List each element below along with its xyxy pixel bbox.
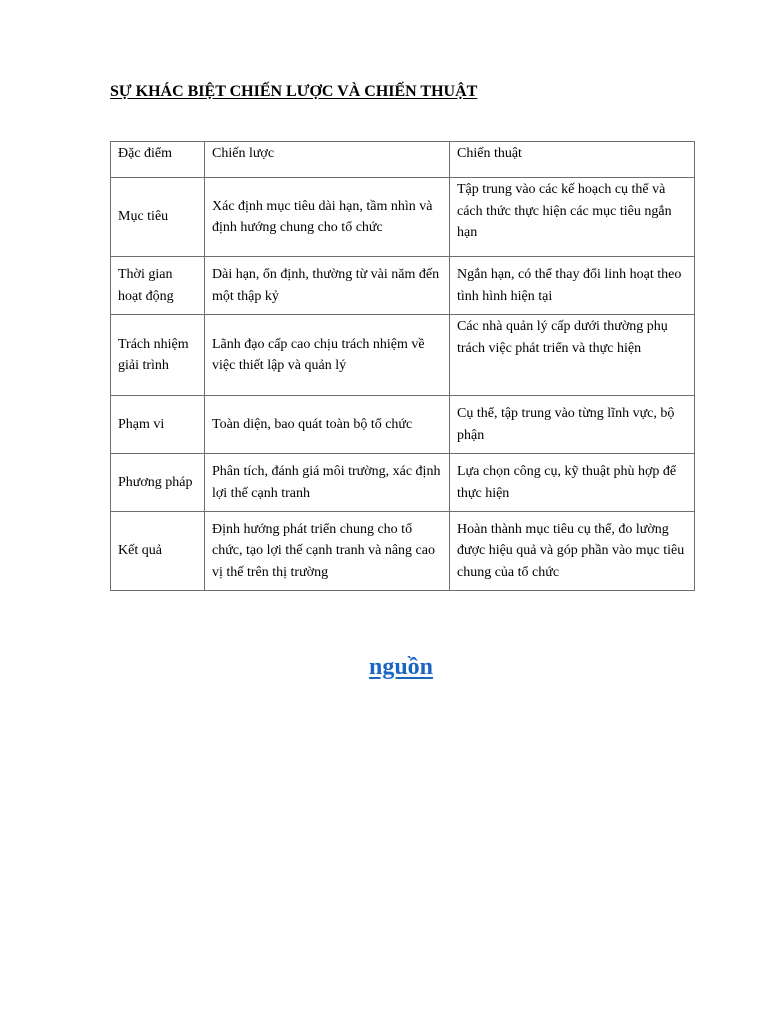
table-cell-strategy: Phân tích, đánh giá môi trường, xác định lợi thế cạnh tranh xyxy=(205,454,450,512)
table-cell-strategy: Lãnh đạo cấp cao chịu trách nhiệm về việc thiết lập và quản lý xyxy=(205,315,450,396)
source-link[interactable]: nguồn xyxy=(368,654,434,680)
table-header-row xyxy=(111,142,695,178)
table-header-cell: Chiến thuật xyxy=(450,142,695,178)
table-row xyxy=(111,257,695,315)
table-row xyxy=(111,454,695,512)
table-header-cell: Đặc điểm xyxy=(111,142,205,178)
table-cell-tactic: Cụ thể, tập trung vào từng lĩnh vực, bộ phận xyxy=(450,396,695,454)
table-cell-feature: Trách nhiệm giải trình xyxy=(111,315,205,396)
table-cell-feature: Phạm vi xyxy=(111,396,205,454)
table-cell-feature: Thời gian hoạt động xyxy=(111,257,205,315)
table-header-cell: Chiến lược xyxy=(205,142,450,178)
document-title: SỰ KHÁC BIỆT CHIẾN LƯỢC VÀ CHIẾN THUẬT xyxy=(110,83,478,100)
table-cell-strategy: Xác định mục tiêu dài hạn, tầm nhìn và định hướng chung cho tổ chức xyxy=(205,178,450,257)
table-row xyxy=(111,512,695,591)
table-cell-strategy: Định hướng phát triển chung cho tổ chức, tạo lợi thế cạnh tranh và nâng cao vị thế trên thị trường xyxy=(205,512,450,591)
table-row xyxy=(111,178,695,257)
table-cell-strategy: Dài hạn, ổn định, thường từ vài năm đến một thập kỷ xyxy=(205,257,450,315)
table-row xyxy=(111,315,695,396)
comparison-table xyxy=(110,141,695,591)
table-cell-strategy: Toàn diện, bao quát toàn bộ tổ chức xyxy=(205,396,450,454)
table-cell-tactic: Các nhà quản lý cấp dưới thường phụ trách việc phát triển và thực hiện xyxy=(450,315,695,396)
table-row xyxy=(111,396,695,454)
table-cell-tactic: Tập trung vào các kế hoạch cụ thể và cách thức thực hiện các mục tiêu ngắn hạn xyxy=(450,178,695,257)
table-cell-feature: Phương pháp xyxy=(111,454,205,512)
table-cell-feature: Kết quả xyxy=(111,512,205,591)
table-cell-tactic: Hoàn thành mục tiêu cụ thể, đo lường được hiệu quả và góp phần vào mục tiêu chung của tổ chức xyxy=(450,512,695,591)
table-cell-tactic: Ngắn hạn, có thể thay đổi linh hoạt theo tình hình hiện tại xyxy=(450,257,695,315)
table-cell-feature: Mục tiêu xyxy=(111,178,205,257)
table-cell-tactic: Lựa chọn công cụ, kỹ thuật phù hợp để thực hiện xyxy=(450,454,695,512)
